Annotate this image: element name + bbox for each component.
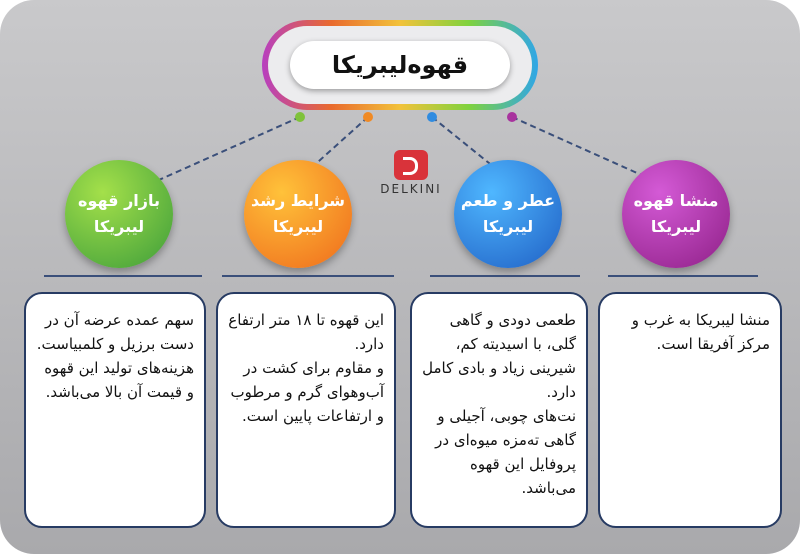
separator-line [430, 275, 580, 277]
separator-line [44, 275, 202, 277]
title-frame [262, 20, 538, 110]
topic-card-origin [598, 292, 782, 528]
separator-line [222, 275, 394, 277]
card-text: و مقاوم برای کشت در آب‌وهوای گرم و مرطوب و ارتفاعات پایین است. [230, 359, 384, 425]
topic-heading-line1: عطر و طعم [460, 191, 556, 210]
topic-circle-growth [244, 160, 352, 268]
topic-card-aroma [410, 292, 588, 528]
connector-dot-purple [507, 112, 517, 122]
topic-card-market [24, 292, 206, 528]
logo-text: DELKINI [380, 182, 442, 196]
connector-dot-green [295, 112, 305, 122]
topic-heading-line1: بازار قهوه [78, 191, 161, 210]
topic-heading-line2: لیبریکا [93, 217, 145, 236]
logo-mark-icon [394, 150, 428, 180]
title-inner [268, 26, 532, 104]
card-text: این قهوه تا ۱۸ متر ارتفاع دارد. [228, 311, 384, 353]
connector-dot-orange [363, 112, 373, 122]
topic-circle-market [65, 160, 173, 268]
card-text: طعمی دودی و گاهی گلی، با اسیدیته کم، شیرینی زیاد و بادی کامل دارد. [422, 311, 576, 401]
topic-heading-line2: لیبریکا [482, 217, 534, 236]
topic-heading-line1: منشا قهوه [633, 191, 719, 210]
topic-circle-origin [622, 160, 730, 268]
card-text: منشا لیبریکا به غرب و مرکز آفریقا است. [631, 311, 770, 353]
topic-heading-line1: شرایط رشد [250, 191, 346, 210]
connector-dot-blue [427, 112, 437, 122]
brand-logo [366, 150, 456, 198]
topic-heading-line2: لیبریکا [650, 217, 702, 236]
topic-heading-line2: لیبریکا [272, 217, 324, 236]
topic-card-growth [216, 292, 396, 528]
card-text: هزینه‌های تولید این قهوه و قیمت آن بالا می‌باشد. [44, 359, 194, 401]
separator-line [608, 275, 758, 277]
card-text: سهم عمده عرضه آن در دست برزیل و کلمبیاست. [36, 311, 194, 353]
topic-circle-aroma [454, 160, 562, 268]
page-title: قهوه‌لیبریکا [290, 41, 510, 89]
card-text: نت‌های چوبی، آجیلی و گاهی ته‌مزه میوه‌ای در پروفایل این قهوه می‌باشد. [435, 407, 576, 497]
